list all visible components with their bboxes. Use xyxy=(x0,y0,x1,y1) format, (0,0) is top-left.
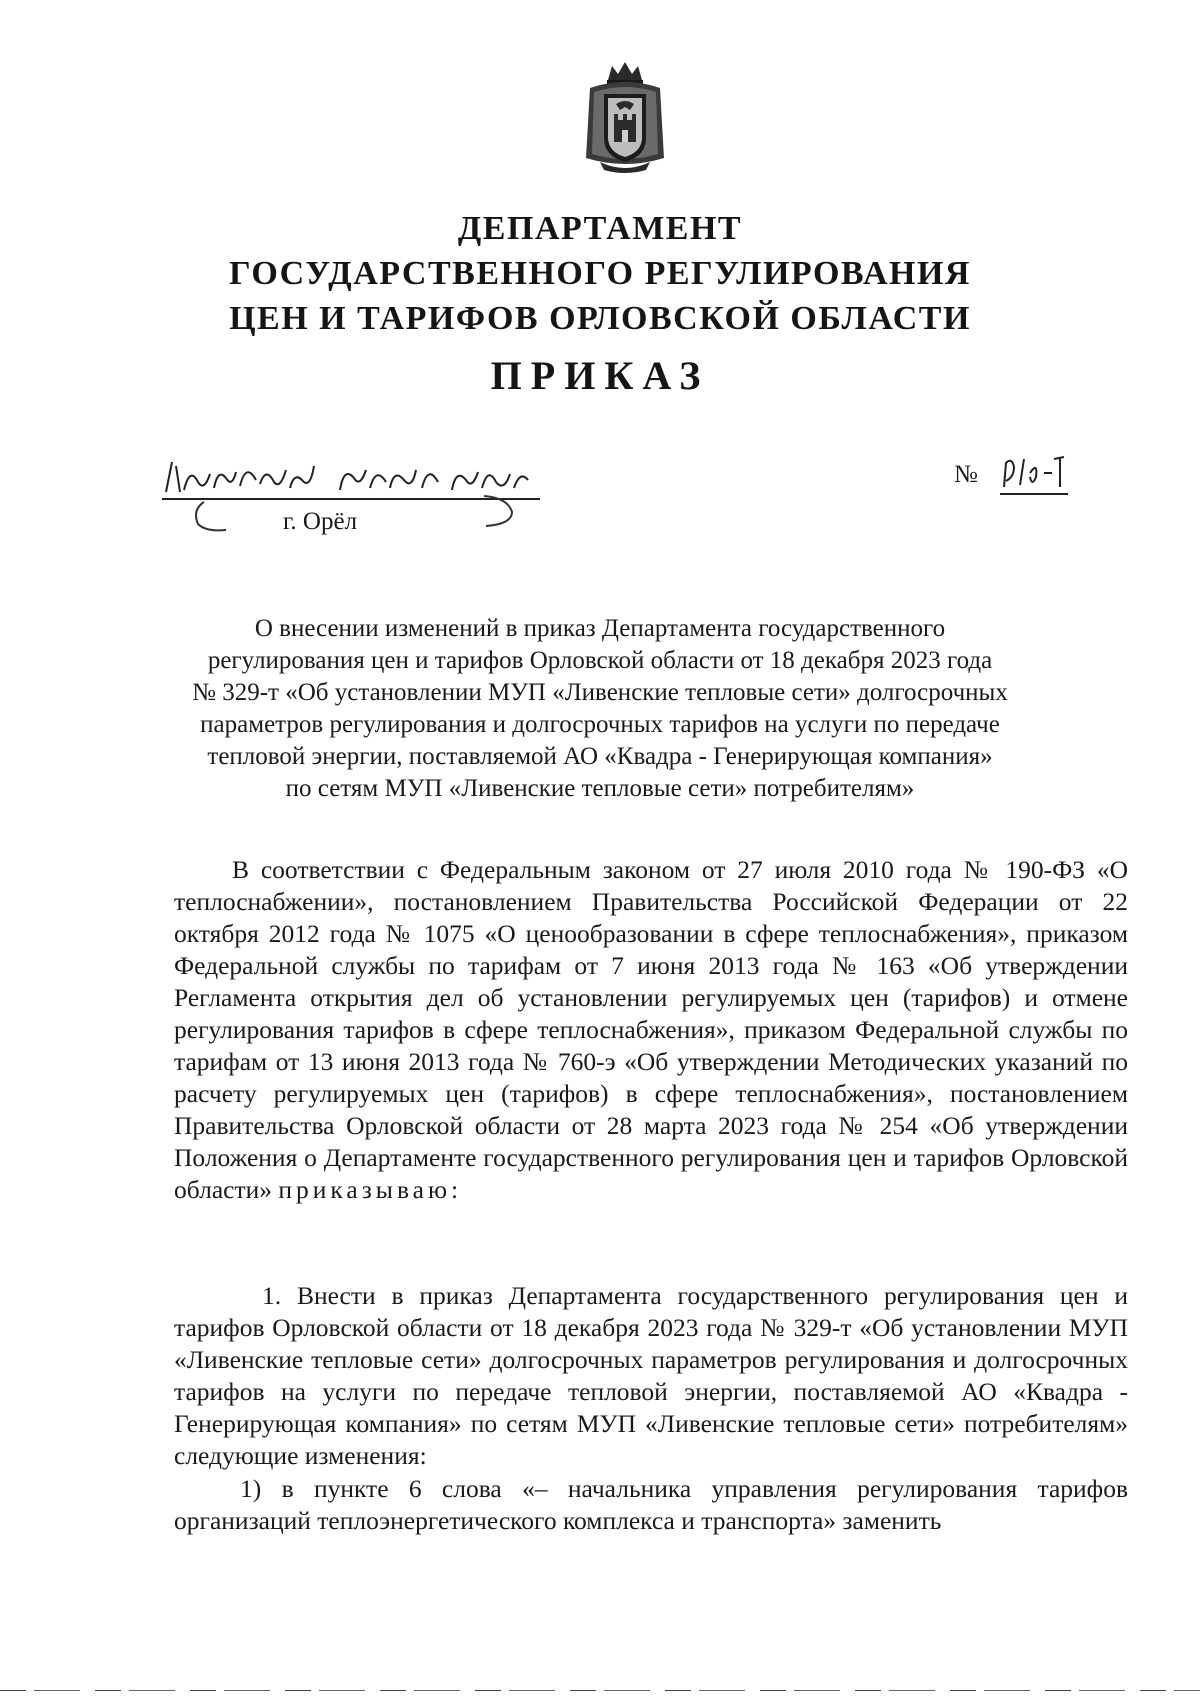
subject-line-3: № 329-т «Об установлении МУП «Ливенские тепловые сети» долгосрочных xyxy=(192,679,1008,706)
handwritten-number-signature-icon xyxy=(1000,447,1068,493)
subject-line-2: регулирования цен и тарифов Орловской области от 18 декабря 2023 года xyxy=(207,647,993,674)
subject-line-5: тепловой энергии, поставляемой АО «Квадра - Генерирующая компания» xyxy=(207,743,993,770)
subject-line-1: О внесении изменений в приказ Департамента государственного xyxy=(254,615,946,642)
department-line-1: ДЕПАРТАМЕНТ xyxy=(457,210,743,247)
coat-of-arms-emblem xyxy=(580,58,670,176)
document-type-title: ПРИКАЗ xyxy=(490,353,710,398)
subject-line-6: по сетям МУП «Ливенские тепловые сети» потребителям» xyxy=(285,775,915,802)
number-label: № xyxy=(954,461,978,488)
department-line-3: ЦЕН И ТАРИФОВ ОРЛОВСКОЙ ОБЛАСТИ xyxy=(229,300,971,337)
item-1-paragraph xyxy=(174,1280,1128,1472)
subject-line-4: параметров регулирования и долгосрочных тарифов на услуги по передаче xyxy=(200,711,1000,738)
subitem-1-paragraph xyxy=(174,1473,1128,1537)
subitem-1-text: 1) в пункте 6 слова «– начальника управления регулирования тарифов организаций теплоэнергетического комплекса и транспорта» заменить xyxy=(174,1474,1128,1535)
preamble-paragraph xyxy=(174,854,1128,1206)
item-1-text: 1. Внести в приказ Департамента государственного регулирования цен и тарифов Орловской области от 18 декабря 2023 года № 329-т «Об установлении МУП «Ливенские тепловые сети» долгосрочных параметров регулирования и долгосрочных тарифов на услуги по передаче тепловой энергии, поставляемой АО «Квадра - Генерирующая компания» по сетям МУП «Ливенские тепловые сети» потребителям» следующие изменения: xyxy=(174,1281,1128,1470)
right-bracket-mark-icon xyxy=(478,492,518,530)
order-word: приказываю: xyxy=(278,1175,463,1204)
order-subject xyxy=(150,613,1050,805)
department-line-2: ГОСУДАРСТВЕННОГО РЕГУЛИРОВАНИЯ xyxy=(229,255,971,292)
scan-edge-line xyxy=(0,1690,1200,1691)
city-label: г. Орёл xyxy=(283,508,358,535)
coat-of-arms-icon xyxy=(580,58,670,176)
department-heading xyxy=(150,206,1050,341)
preamble-text: В соответствии с Федеральным законом от 27 июля 2010 года № 190-ФЗ «О теплоснабжении», постановлением Правительства Российской Федерации от 22 октября 2012 года № 1075 «О ценообразовании в сфере теплоснабжения», приказом Федеральной службы по тарифам от 7 июня 2013 года № 163 «Об утверждении Регламента открытия дел об установлении регулируемых цен (тарифов) и отмене регулирования тарифов в сфере теплоснабжения», приказом Федеральной службы по тарифам от 13 июня 2013 года № 760-э «Об утверждении Методических указаний по расчету регулируемых цен (тарифов) в сфере теплоснабжения», постановлением Правительства Орловской области от 28 марта 2023 года № 254 «Об утверждении Положения о Департаменте государственного регулирования цен и тарифов Орловской области» xyxy=(174,855,1128,1204)
handwritten-number xyxy=(1000,447,1068,495)
left-bracket-mark-icon xyxy=(190,500,230,534)
